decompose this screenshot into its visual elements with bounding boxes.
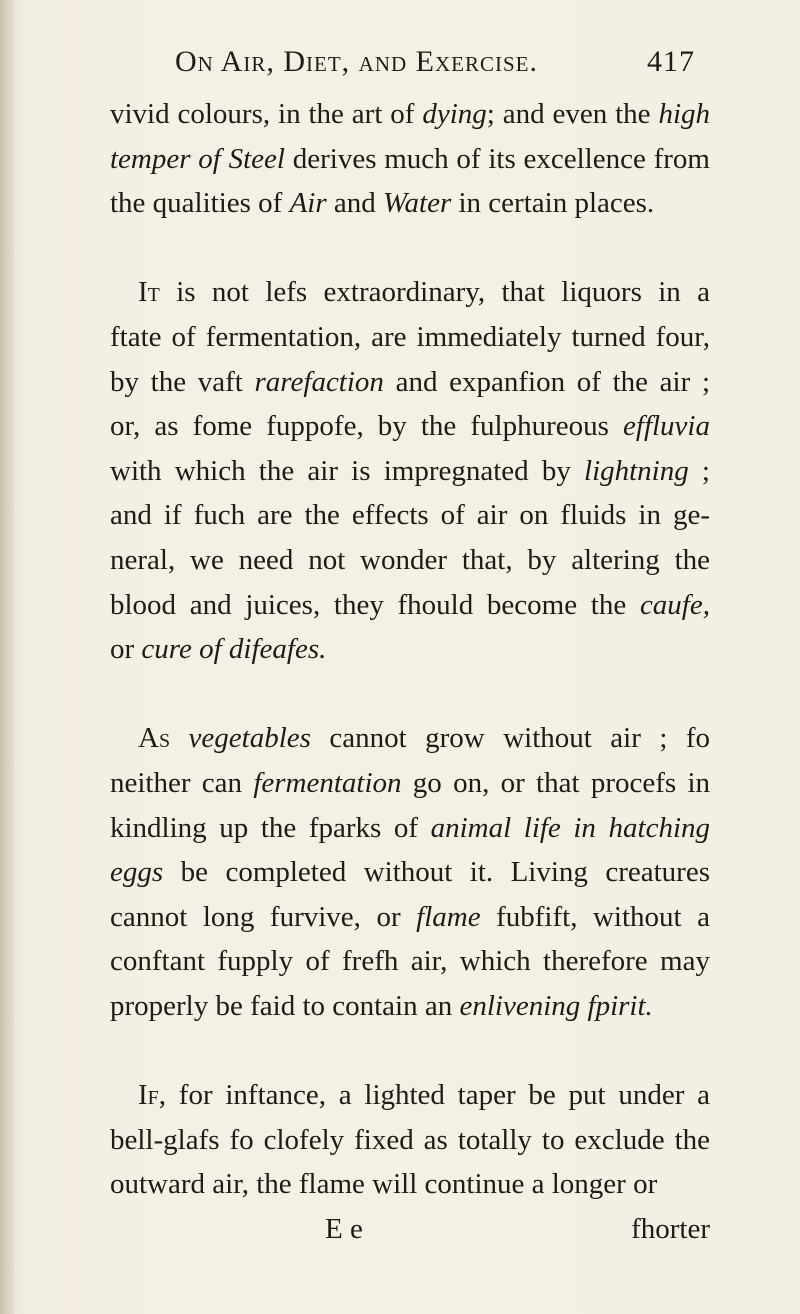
text-run: conftant fupply of frefh air, which therefore may [110, 945, 710, 978]
text-line [110, 404, 710, 449]
text-line [110, 1073, 710, 1118]
page-number: 417 [647, 45, 695, 78]
text-line [110, 583, 710, 628]
text-run: fubfift, without a [480, 900, 710, 933]
catchword: fhorter [631, 1212, 710, 1245]
text-line [110, 137, 710, 182]
italic-run: eggs [110, 856, 164, 889]
text-run: and [326, 187, 384, 220]
text-line [110, 538, 710, 583]
text-run: ; and even the [486, 98, 659, 130]
text-run: and expanfion of the air ; [383, 365, 710, 398]
text-run: cannot grow without air ; fo [310, 722, 710, 755]
italic-run: rarefaction [254, 365, 384, 398]
text-line [110, 1118, 710, 1163]
italic-run: flame [416, 900, 481, 933]
running-header [175, 45, 705, 89]
italic-run: dying [422, 98, 487, 130]
text-run: bell-glafs fo clofely fixed as totally to exclude the [110, 1123, 710, 1156]
text-run: or, as fome fuppofe, by the fulphureous [110, 410, 624, 443]
paragraph [110, 1073, 710, 1207]
text-run: ; [688, 454, 710, 487]
text-run: vivid colours, in the art of [110, 98, 423, 130]
text-run: cannot long furvive, or [110, 900, 417, 933]
paragraph [110, 716, 710, 1028]
text-run: neither can [110, 766, 254, 799]
italic-run: fermentation [253, 766, 402, 799]
italic-run: vegetables [188, 722, 311, 755]
catchline [110, 1207, 710, 1252]
text-line [110, 181, 710, 226]
text-run [170, 722, 188, 754]
italic-run: high [658, 98, 710, 130]
text-run: , for inftance, a lighted taper be put under a [158, 1079, 710, 1112]
text-run: and if fuch are the effects of air on fluids in ge- [110, 499, 710, 532]
small-caps-run: It [138, 276, 160, 309]
text-run: outward air, the flame will continue a longer or [110, 1168, 658, 1201]
text-run: blood and juices, they fhould become the [110, 588, 640, 621]
text-run: neral, we need not wonder that, by altering the [110, 543, 710, 576]
text-run: or [110, 633, 142, 666]
text-run: kindling up the fparks of [110, 811, 431, 844]
text-run: is not lefs extraordinary, that liquors in a [159, 276, 710, 309]
text-line [110, 939, 710, 984]
text-run: by the vaft [110, 365, 255, 398]
text-line [110, 627, 710, 672]
text-run: derives much of its excellence from [284, 142, 710, 175]
italic-run: Air [289, 187, 327, 220]
text-run: the qualities of [110, 187, 290, 220]
text-run: with which the air is impregnated by [110, 454, 585, 487]
italic-run: Water [383, 187, 452, 220]
text-line [110, 1162, 710, 1207]
paragraph-gap [110, 672, 710, 717]
small-caps-run: If [138, 1079, 159, 1112]
text-line [110, 449, 710, 494]
paragraph [110, 270, 710, 671]
italic-run: temper of Steel [110, 142, 285, 175]
text-line [110, 716, 710, 761]
text-line [110, 360, 710, 405]
text-line [110, 984, 710, 1029]
paragraph-gap [110, 1028, 710, 1073]
text-run: in certain places. [451, 187, 655, 220]
text-line [110, 895, 710, 940]
text-run: go on, or that procefs in [401, 766, 711, 799]
italic-run: enlivening fpirit. [459, 989, 653, 1022]
text-line [110, 806, 710, 851]
italic-run: lightning [584, 454, 689, 487]
page-gutter [0, 0, 14, 1314]
text-line [110, 850, 710, 895]
italic-run: caufe, [639, 588, 710, 621]
running-title: On Air, Diet, and Exercise. [175, 45, 538, 78]
italic-run: cure of difeafes. [141, 633, 327, 666]
text-line [110, 270, 710, 315]
text-line [110, 92, 710, 137]
italic-run: effluvia [623, 410, 710, 443]
italic-run: animal life in hatching [430, 811, 710, 844]
text-line [110, 315, 710, 360]
text-run: ftate of fermentation, are immediately turned four, [110, 320, 710, 353]
page-body [110, 92, 710, 1251]
text-line [110, 493, 710, 538]
paragraph [110, 92, 710, 226]
text-line [110, 761, 710, 806]
small-caps-run: As [138, 722, 171, 755]
text-run: properly be faid to contain an [110, 989, 460, 1022]
signature-mark: E e [325, 1212, 363, 1245]
text-run: be completed without it. Living creatures [163, 856, 710, 889]
paragraph-gap [110, 226, 710, 271]
